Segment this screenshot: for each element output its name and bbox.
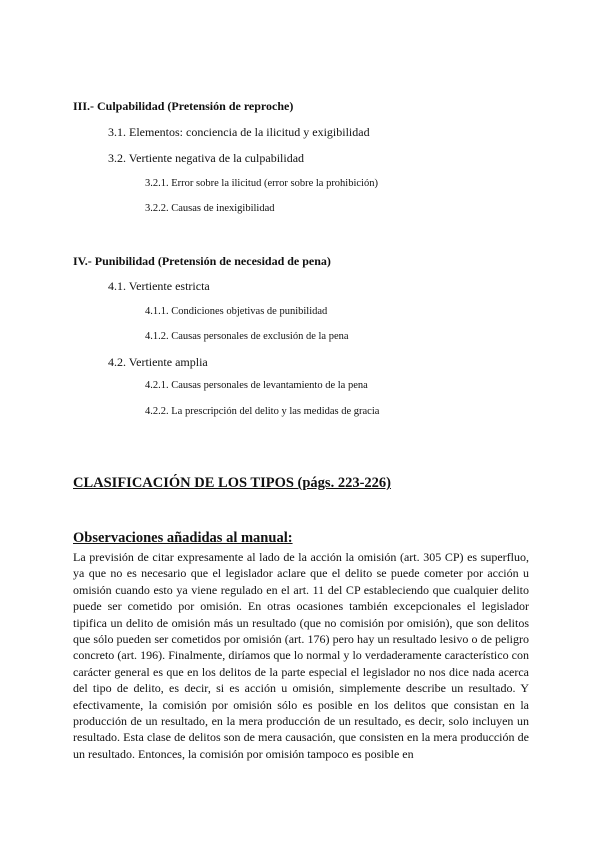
- outline-item-4-1-2: 4.1.2. Causas personales de exclusión de la pena: [145, 331, 349, 342]
- section-4-heading: IV.- Punibilidad (Pretensión de necesidad de pena): [73, 254, 331, 268]
- outline-item-4-1-1: 4.1.1. Condiciones objetivas de punibilidad: [145, 306, 328, 317]
- outline-item-3-2-2: 3.2.2. Causas de inexigibilidad: [145, 203, 275, 214]
- observations-heading: Observaciones añadidas al manual:: [73, 530, 293, 546]
- outline-item-4-1: 4.1. Vertiente estricta: [108, 279, 210, 293]
- outline-item-4-2-1: 4.2.1. Causas personales de levantamiento de la pena: [145, 380, 368, 391]
- outline-item-3-2-1: 3.2.1. Error sobre la ilicitud (error sobre la prohibición): [145, 178, 378, 189]
- outline-item-3-2: 3.2. Vertiente negativa de la culpabilidad: [108, 151, 305, 165]
- observations-body: La previsión de citar expresamente al lado de la acción la omisión (art. 305 CP) es superfluo, ya que no es necesario que el legislador aclare que el delito se puede cometer por acción u omisión cuando esto ya viene regulado en el art. 11 del CP estableciendo que cualquier delito puede ser cometido por omisión. En otras ocasiones también excepcionales el legislador tipifica un delito de omisión más un resultado (que no comisión por omisión), que son delitos que sólo pueden ser cometidos por omisión (art. 176) pero hay un resultado lesivo o de peligro concreto (art. 196). Finalmente, diríamos que lo normal y lo verdaderamente característico con carácter general es que en los delitos de la parte especial el legislador no nos dice nada acerca del tipo de delito, es decir, si es acción u omisión, simplemente describe un resultado. Y efectivamente, la comisión por omisión sólo es posible en los delitos que consistan en la producción de un resultado, en la mera producción de un resultado, es decir, solo incluyen un resultado. Esta clase de delitos son de mera causación, que consisten en la mera producción de un resultado. Entonces, la comisión por omisión tampoco es posible en: [73, 550, 529, 761]
- section-3-heading: III.- Culpabilidad (Pretensión de reproche): [73, 99, 294, 113]
- outline-item-4-2: 4.2. Vertiente amplia: [108, 355, 208, 369]
- outline-item-3-1: 3.1. Elementos: conciencia de la ilicitud y exigibilidad: [108, 125, 370, 139]
- classification-heading: CLASIFICACIÓN DE LOS TIPOS (págs. 223-226): [73, 475, 391, 491]
- outline-item-4-2-2: 4.2.2. La prescripción del delito y las medidas de gracia: [145, 406, 380, 417]
